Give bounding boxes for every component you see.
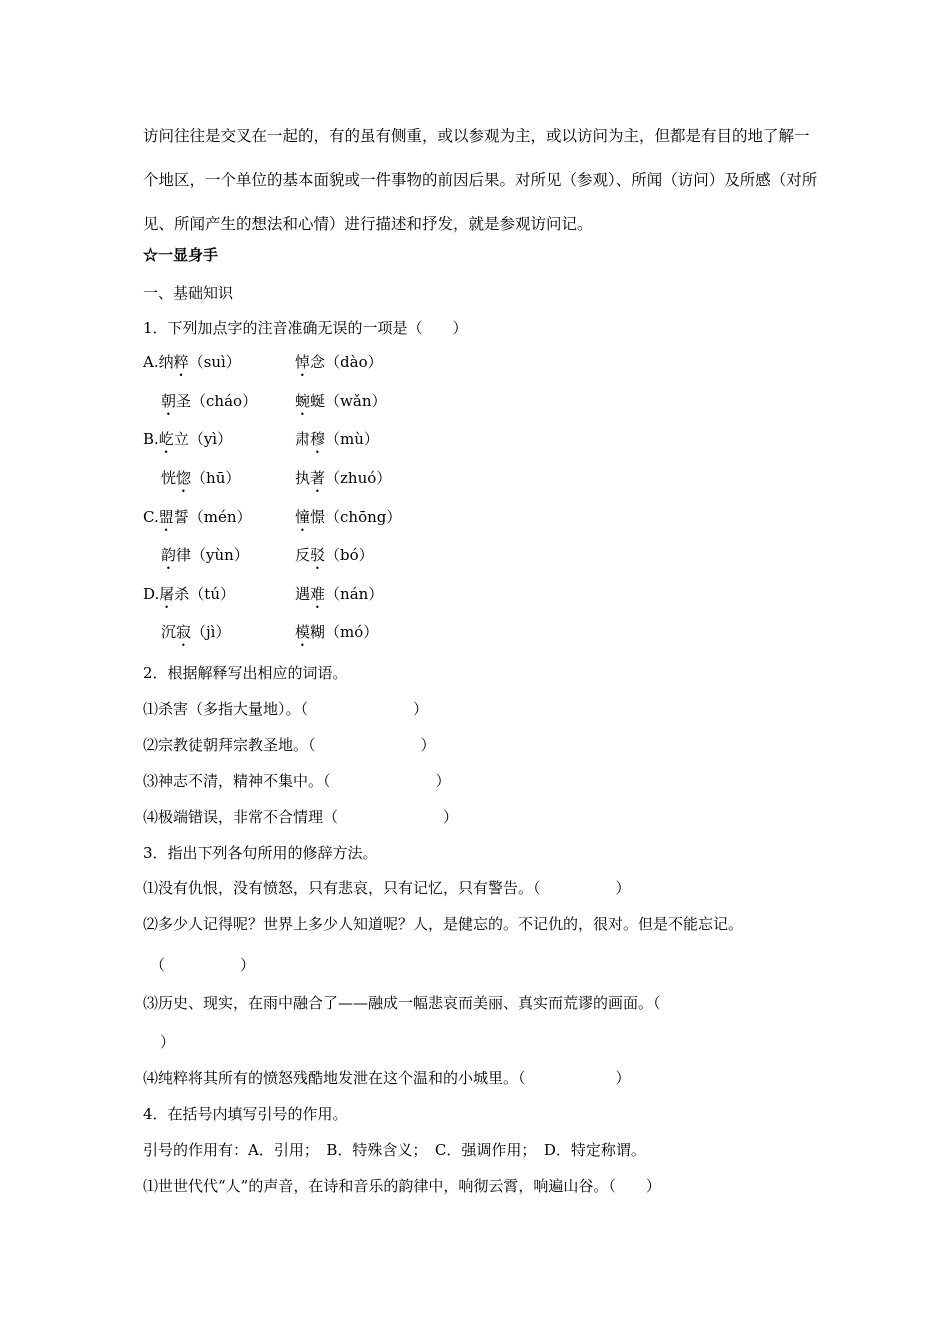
dotted-char: 驳 [310,546,326,564]
q1-stem: 1．下列加点字的注音准确无误的一项是（ ） [143,319,468,337]
q4-stem: 4．在括号内填写引号的作用。 [143,1105,348,1123]
part1-title: 一、基础知识 [143,284,234,302]
pinyin: （wǎn） [325,392,387,410]
option-label: C. [143,508,159,526]
dotted-char: 悼 [295,353,311,371]
q1-option-a-word1 [143,352,241,380]
dotted-char: 屹 [158,430,174,448]
pinyin: （nán） [325,585,384,603]
intro-paragraph: 访问往往是交叉在一起的，有的虽有侧重，或以参观为主，或以访问为主，但都是有目的地了解一个地区，一个单位的基本面貌或一件事物的前因后果。对所见（参观）、所闻（访问）及所感（对所见、所闻产生的想法和心情）进行描述和抒发，就是参观访问记。 [143,127,818,233]
q2-item-3: ⑶神志不清，精神不集中。（ ） [143,772,451,790]
option-char: 恍 [161,469,177,487]
q1-option-c2-word1 [161,545,249,573]
option-char: 立 [173,430,189,448]
q3-item-2: ⑵多少人记得呢？世界上多少人知道呢？人，是健忘的。不记仇的，很对。但是不能忘记。 [143,915,744,933]
option-char: 糊 [310,623,326,641]
pinyin: （chōng） [325,508,402,526]
option-char: 反 [295,546,311,564]
option-char: 律 [176,546,192,564]
q1-option-a2-word1 [161,391,257,419]
pinyin: （tú） [189,585,235,603]
q1-option-d2-word1 [161,622,230,650]
dotted-char: 粹 [173,353,189,371]
pinyin: （mù） [325,430,379,448]
q3-item-1: ⑴没有仇恨，没有愤怒，只有悲哀，只有记忆，只有警告。（ ） [143,879,631,897]
q3-item-3-blank: ） [160,1033,176,1051]
q1-option-c-word2 [295,507,401,535]
pinyin: （yùn） [191,546,249,564]
dotted-char: 寂 [176,623,192,641]
pinyin: （bó） [325,546,374,564]
pinyin: （suì） [188,353,241,371]
q1-option-d-word2 [295,584,383,612]
option-char: 蜒 [310,392,326,410]
q1-option-a2-word2 [295,391,386,419]
dotted-char: 惚 [176,469,192,487]
option-char: 杀 [174,585,190,603]
option-char: 沉 [161,623,177,641]
q3-stem: 3．指出下列各句所用的修辞方法。 [143,844,378,862]
q1-option-b2-word2 [295,468,391,496]
option-char: 执 [295,469,311,487]
q1-option-d-word1 [143,584,235,612]
option-char: 念 [310,353,326,371]
option-char: 圣 [176,392,192,410]
dotted-char: 憧 [295,508,311,526]
option-char: 誓 [173,508,189,526]
q3-item-3: ⑶历史、现实，在雨中融合了——融成一幅悲哀而美丽、真实而荒谬的画面。（ [143,994,661,1012]
pinyin: （cháo） [191,392,258,410]
q1-option-b2-word1 [161,468,240,496]
pinyin: （hū） [191,469,241,487]
q4-note: 引号的作用有：A．引用； B．特殊含义； C．强调作用； D．特定称谓。 [143,1141,646,1159]
pinyin: （mó） [325,623,379,641]
pinyin: （dào） [325,353,383,371]
option-label: B. [143,430,159,448]
q1-option-a-word2 [295,352,383,380]
q2-item-2: ⑵宗教徒朝拜宗教圣地。（ ） [143,736,436,754]
q2-stem: 2．根据解释写出相应的词语。 [143,664,348,682]
option-char: 遇 [295,585,311,603]
pinyin: （mén） [188,508,252,526]
pinyin: （yì） [188,430,233,448]
option-label: D. [143,585,160,603]
q4-item-1: ⑴世世代代“人”的声音，在诗和音乐的韵律中，响彻云霄，响遍山谷。（ ） [143,1177,661,1195]
q2-item-1: ⑴杀害（多指大量地）。（ ） [143,700,429,718]
q1-option-c2-word2 [295,545,374,573]
q1-option-b-word1 [143,429,232,457]
pinyin: （jì） [191,623,231,641]
q1-option-b-word2 [295,429,379,457]
dotted-char: 屠 [159,585,175,603]
q1-option-d2-word2 [295,622,378,650]
option-label: A. [143,353,159,371]
option-char: 憬 [310,508,326,526]
option-char: 肃 [295,430,311,448]
pinyin: （zhuó） [325,469,392,487]
option-char: 纳 [158,353,174,371]
dotted-char: 朝 [161,392,177,410]
q2-item-4: ⑷极端错误，非常不合情理（ ） [143,808,459,826]
dotted-char: 盟 [158,508,174,526]
q1-option-c-word1 [143,507,252,535]
dotted-char: 模 [295,623,311,641]
section-title: ☆一显身手 [143,246,219,264]
dotted-char: 穆 [310,430,326,448]
q3-item-4: ⑷纯粹将其所有的愤怒残酷地发泄在这个温和的小城里。（ ） [143,1069,631,1087]
dotted-char: 蜿 [295,392,311,410]
dotted-char: 难 [310,585,326,603]
q3-item-2-blank: （ ） [150,956,256,974]
dotted-char: 韵 [161,546,177,564]
dotted-char: 著 [310,469,326,487]
